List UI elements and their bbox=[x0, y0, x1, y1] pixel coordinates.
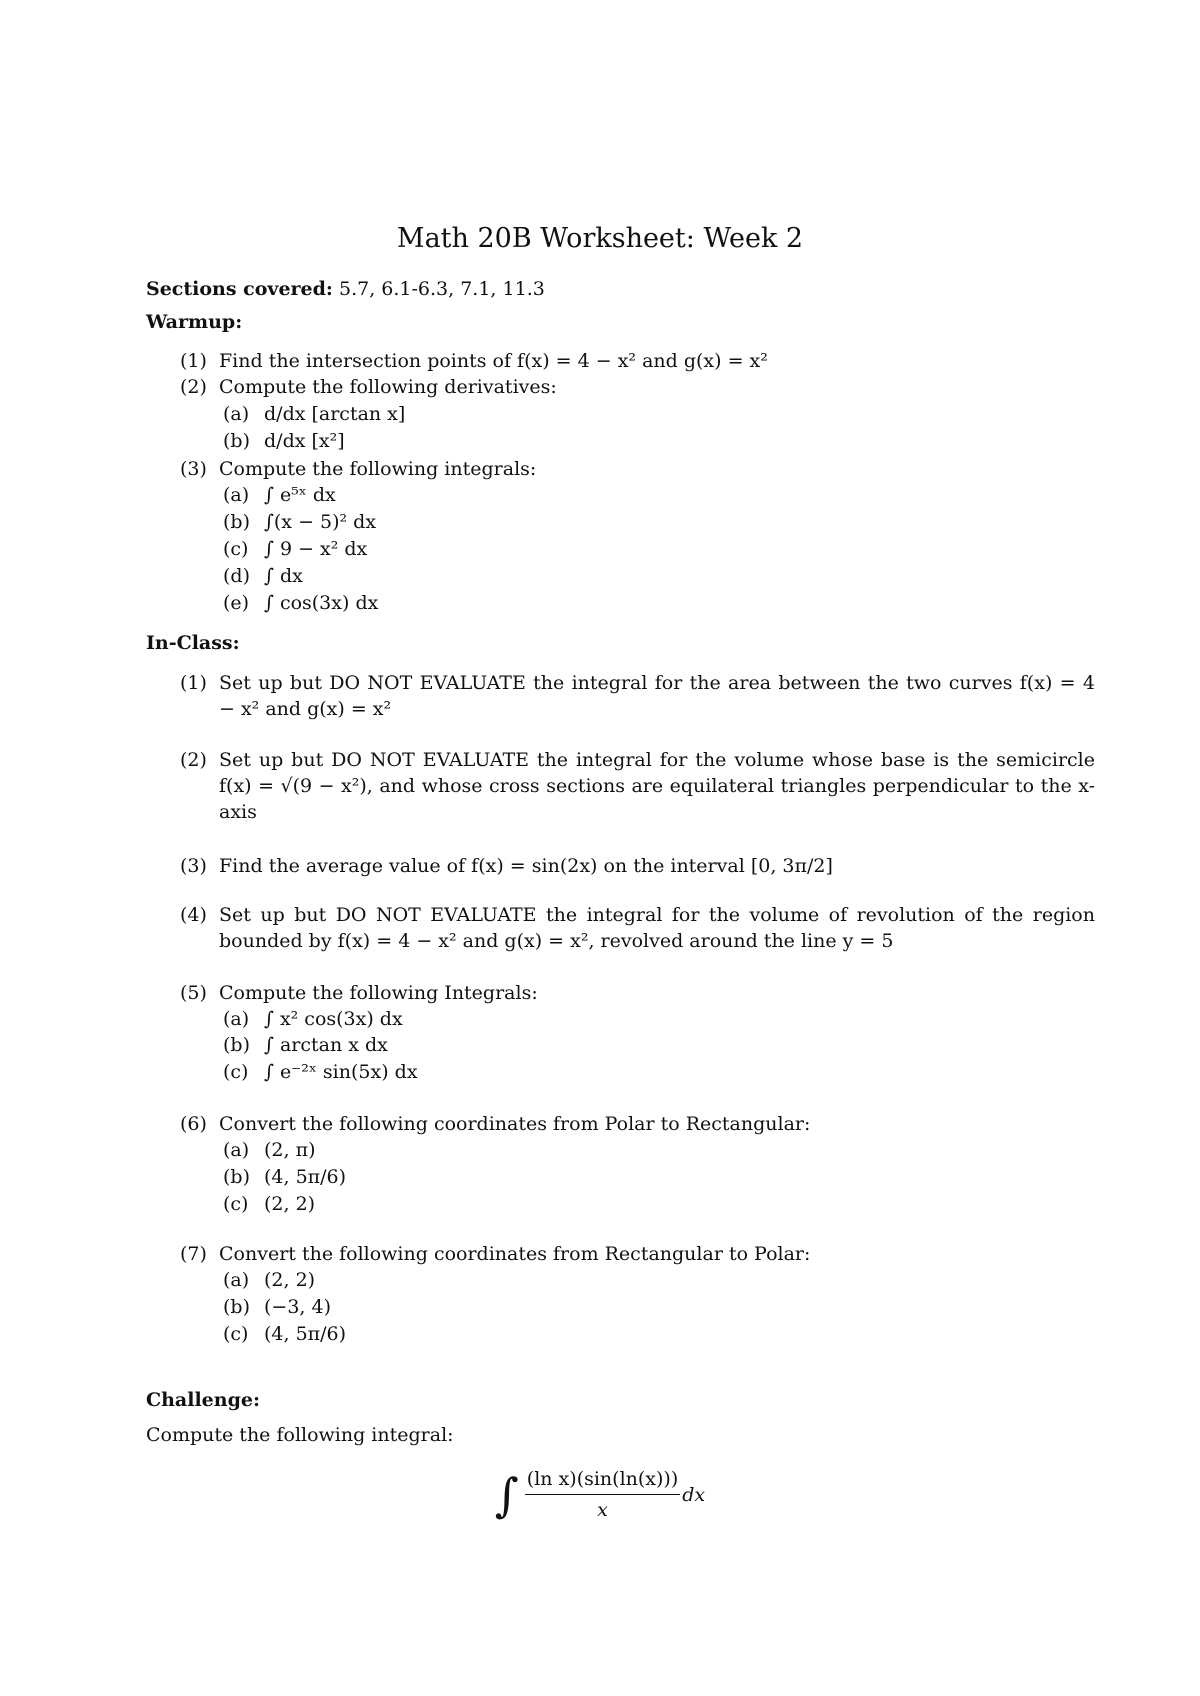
integral-expression bbox=[495, 1466, 705, 1523]
warmup-item-3 bbox=[180, 456, 1095, 482]
sub-label: (e) bbox=[223, 592, 250, 614]
challenge-integral bbox=[0, 1466, 1200, 1523]
item-text: Set up but DO NOT EVALUATE the integral for the volume of revolution of the region bounded by f(x) = 4 − x² and g(x) = x², revolved around the line y = 5 bbox=[219, 904, 1095, 952]
denominator: x bbox=[597, 1499, 608, 1521]
integral-sign: ∫ bbox=[494, 1467, 519, 1522]
polar-b bbox=[223, 1164, 346, 1190]
sub-text: ∫ x² cos(3x) dx bbox=[264, 1008, 403, 1030]
sub-label: (b) bbox=[223, 1166, 250, 1188]
derivative-b bbox=[223, 428, 345, 454]
item-number: (1) bbox=[180, 350, 207, 372]
rect-b bbox=[223, 1294, 331, 1320]
inclass-item-5 bbox=[180, 980, 1095, 1006]
differential: dx bbox=[682, 1483, 706, 1506]
sub-text: (2, 2) bbox=[264, 1269, 316, 1291]
polar-c bbox=[223, 1191, 315, 1217]
warmup-integral-d bbox=[223, 563, 303, 589]
inclass-item-3 bbox=[180, 853, 1095, 879]
warmup-heading: Warmup: bbox=[146, 311, 243, 333]
sub-label: (b) bbox=[223, 1296, 250, 1318]
derivative-a bbox=[223, 401, 405, 427]
polar-a bbox=[223, 1137, 315, 1163]
item-text: Set up but DO NOT EVALUATE the integral for the area between the two curves f(x) = 4 − x² and g(x) = x² bbox=[219, 672, 1095, 720]
item-text: Compute the following integrals: bbox=[219, 458, 537, 480]
item-text: Find the intersection points of f(x) = 4 − x² and g(x) = x² bbox=[219, 350, 768, 372]
sub-text: ∫ 9 − x² dx bbox=[264, 538, 368, 560]
sub-text: (−3, 4) bbox=[264, 1296, 332, 1318]
item-text: Convert the following coordinates from Rectangular to Polar: bbox=[219, 1243, 811, 1265]
item-number: (1) bbox=[180, 672, 207, 694]
inclass-heading: In-Class: bbox=[146, 632, 240, 654]
sub-label: (c) bbox=[223, 1193, 249, 1215]
sub-text: ∫ arctan x dx bbox=[264, 1034, 388, 1056]
sub-label: (d) bbox=[223, 565, 250, 587]
sub-label: (b) bbox=[223, 430, 250, 452]
inclass-integral-b bbox=[223, 1032, 388, 1058]
sub-text: ∫ e⁵ˣ dx bbox=[264, 484, 336, 506]
item-number: (5) bbox=[180, 982, 207, 1004]
sub-label: (a) bbox=[223, 484, 250, 506]
numerator: (ln x)(sin(ln(x))) bbox=[525, 1466, 680, 1495]
sub-text: ∫ dx bbox=[264, 565, 303, 587]
inclass-integral-a bbox=[223, 1006, 403, 1032]
sub-text: (4, 5π/6) bbox=[264, 1323, 347, 1345]
challenge-heading: Challenge: bbox=[146, 1389, 260, 1411]
sub-label: (a) bbox=[223, 1269, 250, 1291]
sub-label: (a) bbox=[223, 1139, 250, 1161]
warmup-integral-b bbox=[223, 509, 376, 535]
inclass-integral-c bbox=[223, 1059, 418, 1085]
sections-covered bbox=[146, 276, 545, 302]
item-number: (4) bbox=[180, 904, 207, 926]
warmup-item-2 bbox=[180, 374, 1095, 400]
challenge-prompt: Compute the following integral: bbox=[146, 1424, 454, 1446]
sub-text: (2, 2) bbox=[264, 1193, 316, 1215]
sub-text: ∫ e⁻²ˣ sin(5x) dx bbox=[264, 1061, 418, 1083]
fraction bbox=[525, 1466, 680, 1523]
item-number: (2) bbox=[180, 376, 207, 398]
warmup-item-1 bbox=[180, 348, 1095, 374]
sub-text: ∫ cos(3x) dx bbox=[264, 592, 379, 614]
item-text: Compute the following Integrals: bbox=[219, 982, 538, 1004]
sub-text: d/dx [arctan x] bbox=[264, 403, 406, 425]
sub-label: (b) bbox=[223, 1034, 250, 1056]
item-text: Set up but DO NOT EVALUATE the integral for the volume whose base is the semicircle f(x) = √(9 − x²), and whose cross sections are equilateral triangles perpendicular to the x-axis bbox=[219, 749, 1095, 823]
item-text: Find the average value of f(x) = sin(2x) on the interval [0, 3π/2] bbox=[219, 855, 833, 877]
warmup-integral-c bbox=[223, 536, 367, 562]
sub-label: (c) bbox=[223, 1323, 249, 1345]
inclass-item-4 bbox=[180, 902, 1095, 954]
sub-label: (c) bbox=[223, 1061, 249, 1083]
sub-text: (4, 5π/6) bbox=[264, 1166, 347, 1188]
sections-value: 5.7, 6.1-6.3, 7.1, 11.3 bbox=[332, 278, 545, 300]
sub-text: ∫(x − 5)² dx bbox=[264, 511, 377, 533]
sub-label: (a) bbox=[223, 403, 250, 425]
inclass-item-6 bbox=[180, 1111, 1095, 1137]
item-number: (3) bbox=[180, 855, 207, 877]
inclass-item-2 bbox=[180, 747, 1095, 825]
item-number: (2) bbox=[180, 749, 207, 771]
sub-text: d/dx [x²] bbox=[264, 430, 345, 452]
item-number: (6) bbox=[180, 1113, 207, 1135]
sub-label: (a) bbox=[223, 1008, 250, 1030]
sub-label: (b) bbox=[223, 511, 250, 533]
item-text: Compute the following derivatives: bbox=[219, 376, 557, 398]
sub-label: (c) bbox=[223, 538, 249, 560]
sub-text: (2, π) bbox=[264, 1139, 316, 1161]
rect-c bbox=[223, 1321, 346, 1347]
warmup-integral-a bbox=[223, 482, 336, 508]
item-text: Convert the following coordinates from Polar to Rectangular: bbox=[219, 1113, 811, 1135]
item-number: (3) bbox=[180, 458, 207, 480]
inclass-item-1 bbox=[180, 670, 1095, 722]
sections-label: Sections covered: bbox=[146, 278, 333, 300]
page-title: Math 20B Worksheet: Week 2 bbox=[396, 223, 804, 254]
item-number: (7) bbox=[180, 1243, 207, 1265]
inclass-item-7 bbox=[180, 1241, 1095, 1267]
warmup-integral-e bbox=[223, 590, 378, 616]
rect-a bbox=[223, 1267, 315, 1293]
